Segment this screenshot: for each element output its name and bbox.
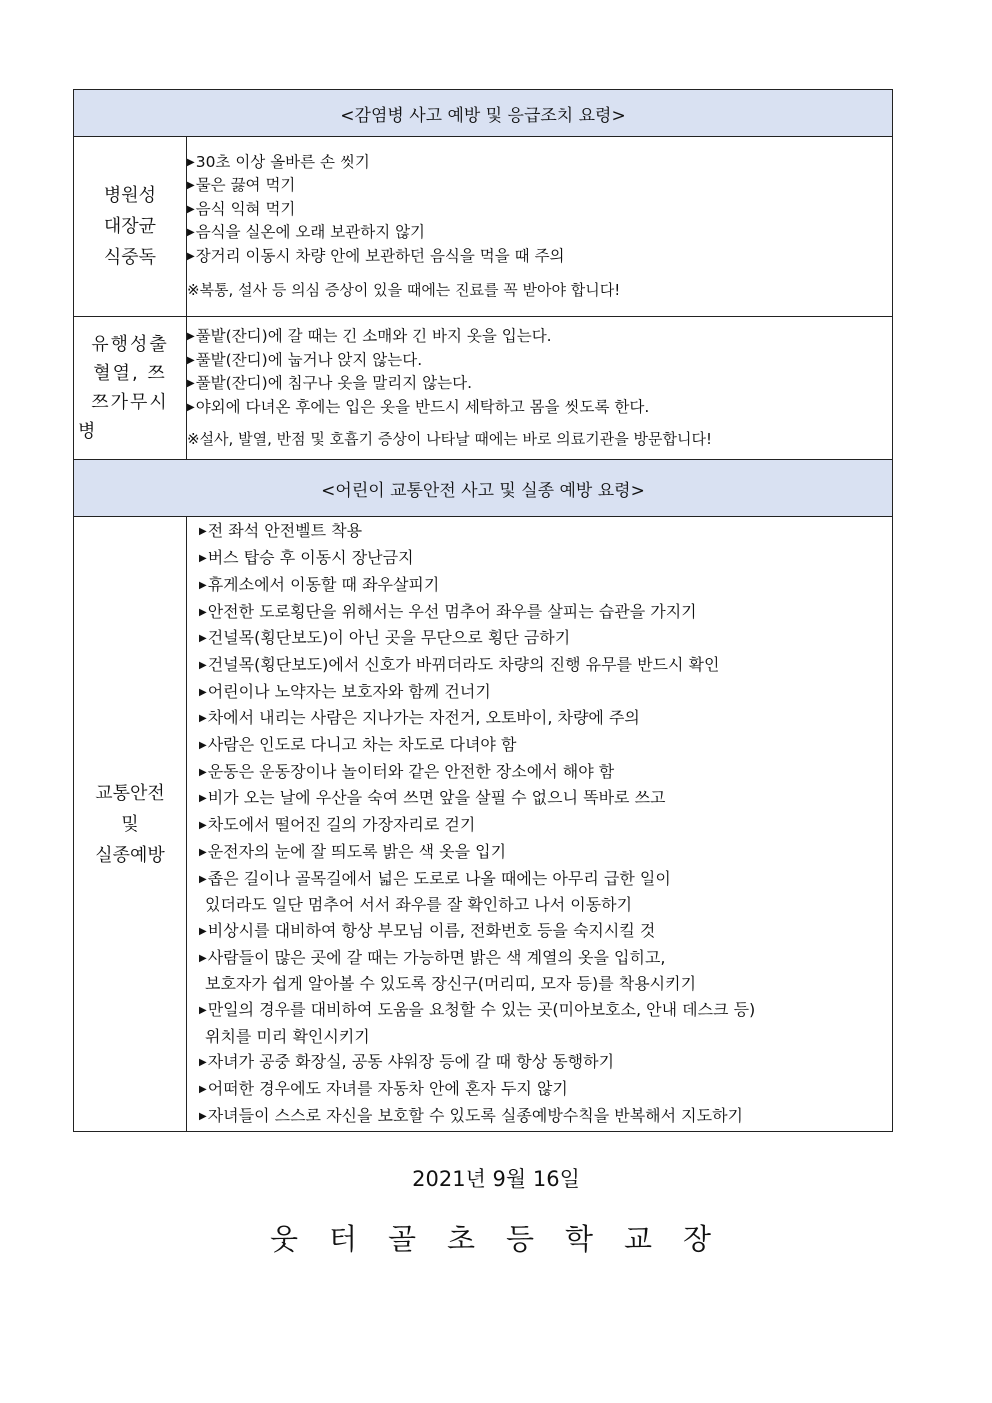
list-item: 보호자가 쉽게 알아볼 수 있도록 장신구(머리띠, 모자 등)를 착용시키기 (205, 974, 697, 994)
arrow-bullet-icon: ▶ (187, 180, 195, 192)
arrow-bullet-icon: ▶ (199, 1057, 207, 1069)
row-label-traffic (74, 517, 187, 1132)
row-label-tsutsugamushi (74, 317, 187, 460)
arrow-bullet-icon: ▶ (187, 378, 195, 389)
arrow-bullet-icon: ▶ (187, 354, 195, 366)
arrow-bullet-icon: ▶ (187, 401, 195, 413)
arrow-bullet-icon: ▶ (199, 793, 207, 805)
arrow-bullet-icon: ▶ (187, 250, 195, 262)
arrow-bullet-icon: ▶ (199, 820, 207, 832)
list-item: ▶장거리 이동시 차량 안에 보관하던 음식을 먹을 때 주의 (187, 246, 565, 265)
traffic-content (187, 517, 893, 1132)
list-item: 있더라도 일단 멈추어 서서 좌우를 잘 확인하고 나서 이동하기 (205, 895, 633, 915)
arrow-bullet-icon: ▶ (199, 846, 207, 858)
safety-table (73, 89, 893, 1132)
list-item: ▶풀밭(잔디)에 침구나 옷을 말리지 않는다. (187, 374, 473, 392)
arrow-bullet-icon: ▶ (199, 740, 207, 752)
tsutsugamushi-content (187, 317, 893, 460)
arrow-bullet-icon: ▶ (199, 1084, 207, 1096)
list-item: ▶버스 탑승 후 이동시 장난금지 (199, 548, 414, 568)
label-line: 병 (78, 421, 98, 442)
arrow-bullet-icon: ▶ (199, 1110, 207, 1122)
arrow-bullet-icon: ▶ (187, 227, 195, 239)
list-item: ▶운동은 운동장이나 놀이터와 같은 안전한 장소에서 해야 함 (199, 761, 615, 781)
arrow-bullet-icon: ▶ (199, 553, 207, 565)
list-item: ▶차도에서 떨어진 길의 가장자리로 걷기 (199, 815, 476, 835)
list-item: ▶비가 오는 날에 우산을 숙여 쓰면 앞을 살필 수 없으니 똑바로 쓰고 (199, 788, 666, 808)
arrow-bullet-icon: ▶ (199, 526, 207, 538)
label-line: 병원성 (103, 185, 157, 206)
list-item: ▶자녀들이 스스로 자신을 보호할 수 있도록 실종예방수칙을 반복해서 지도하기 (199, 1105, 743, 1125)
list-item: ▶어린이나 노약자는 보호자와 함께 건너기 (199, 681, 491, 701)
label-line: 쯔가무시 (91, 392, 169, 413)
school-principal-signature: 웃터골초등학교장 (269, 1222, 743, 1256)
list-item: ▶운전자의 눈에 잘 띄도록 밝은 색 옷을 입기 (199, 841, 507, 861)
arrow-bullet-icon: ▶ (199, 633, 207, 645)
label-line: 유행성출 (91, 334, 169, 355)
arrow-bullet-icon: ▶ (187, 156, 195, 168)
arrow-bullet-icon: ▶ (199, 606, 207, 618)
list-item: ▶전 좌석 안전벨트 착용 (199, 521, 363, 541)
arrow-bullet-icon: ▶ (187, 203, 195, 215)
list-item: ▶만일의 경우를 대비하여 도움을 요청할 수 있는 곳(미아보호소, 안내 데스크 등) (199, 1000, 756, 1020)
list-item: ▶풀밭(잔디)에 갈 때는 긴 소매와 긴 바지 옷을 입는다. (187, 327, 552, 345)
arrow-bullet-icon: ▶ (199, 925, 207, 937)
list-item: ▶좁은 길이나 골목길에서 넓은 도로로 나올 때에는 아무리 급한 일이 (199, 868, 671, 888)
list-item: ▶건널목(횡단보도)이 아닌 곳을 무단으로 횡단 금하기 (199, 628, 571, 648)
notice-sheet (73, 89, 892, 1132)
list-item: ▶음식을 실온에 오래 보관하지 않기 (187, 223, 426, 242)
list-item: ▶휴게소에서 이동할 때 좌우살피기 (199, 574, 440, 594)
label-line: 식중독 (103, 247, 157, 268)
arrow-bullet-icon: ▶ (199, 713, 207, 725)
list-item: ▶안전한 도로횡단을 위해서는 우선 멈추어 좌우를 살피는 습관을 가지기 (199, 601, 697, 621)
list-item: 위치를 미리 확인시키기 (205, 1026, 370, 1046)
arrow-bullet-icon: ▶ (187, 331, 195, 342)
arrow-bullet-icon: ▶ (199, 686, 207, 698)
label-line: 및 (121, 813, 139, 835)
infection-section-title: <감염병 사고 예방 및 응급조치 요령> (74, 90, 893, 137)
label-line: 혈열, 쯔 (93, 363, 167, 384)
ecoli-content (187, 137, 893, 317)
list-item: ▶건널목(횡단보도)에서 신호가 바뀌더라도 차량의 진행 유무를 반드시 확인 (199, 654, 720, 674)
list-item: ▶사람들이 많은 곳에 갈 때는 가능하면 밝은 색 계열의 옷을 입히고, (199, 947, 666, 967)
ecoli-note: ※복통, 설사 등 의심 증상이 있을 때에는 진료를 꼭 받아야 합니다! (187, 281, 621, 300)
arrow-bullet-icon: ▶ (199, 952, 207, 964)
arrow-bullet-icon: ▶ (199, 873, 207, 885)
traffic-section-title: <어린이 교통안전 사고 및 실종 예방 요령> (74, 460, 893, 517)
list-item: ▶30초 이상 올바른 손 씻기 (187, 152, 370, 171)
label-line: 대장균 (103, 216, 157, 237)
list-item: ▶물은 끓여 먹기 (187, 176, 296, 195)
arrow-bullet-icon: ▶ (199, 659, 207, 671)
list-item: ▶음식 익혀 먹기 (187, 199, 296, 218)
row-label-ecoli (74, 137, 187, 317)
label-line: 교통안전 (95, 782, 165, 804)
arrow-bullet-icon: ▶ (199, 766, 207, 778)
arrow-bullet-icon: ▶ (199, 579, 207, 591)
list-item: ▶차에서 내리는 사람은 지나가는 자전거, 오토바이, 차량에 주의 (199, 708, 640, 728)
list-item: ▶야외에 다녀온 후에는 입은 옷을 반드시 세탁하고 몸을 씻도록 한다. (187, 397, 650, 416)
list-item: ▶사람은 인도로 다니고 차는 차도로 다녀야 함 (199, 735, 517, 755)
tsutsugamushi-note: ※설사, 발열, 반점 및 호흡기 증상이 나타날 때에는 바로 의료기관을 방문합니다! (187, 430, 712, 448)
list-item: ▶자녀가 공중 화장실, 공동 샤워장 등에 갈 때 항상 동행하기 (199, 1052, 615, 1072)
list-item: ▶어떠한 경우에도 자녀를 자동차 안에 혼자 두지 않기 (199, 1079, 568, 1099)
document-date: 2021년 9월 16일 (412, 1167, 580, 1191)
list-item: ▶비상시를 대비하여 항상 부모님 이름, 전화번호 등을 숙지시킬 것 (199, 920, 656, 940)
arrow-bullet-icon: ▶ (199, 1005, 207, 1017)
list-item: ▶풀밭(잔디)에 눕거나 앉지 않는다. (187, 350, 423, 369)
label-line: 실종예방 (95, 844, 165, 866)
